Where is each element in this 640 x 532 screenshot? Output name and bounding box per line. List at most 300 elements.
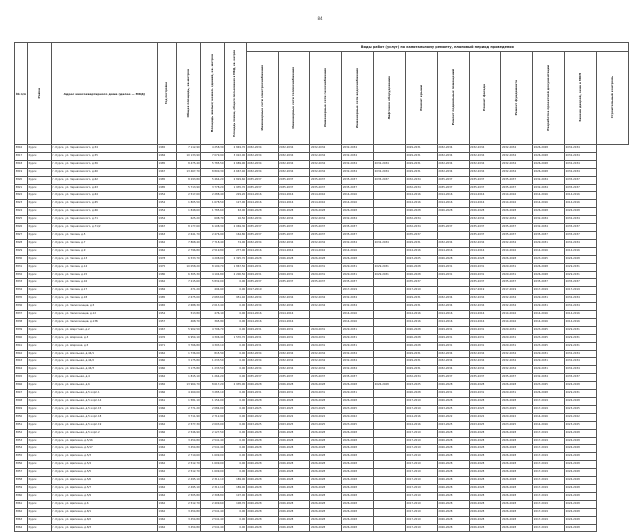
table-cell: 10 058,20 bbox=[177, 263, 201, 271]
table-cell: 2026-2028 bbox=[469, 429, 501, 437]
table-cell: 1 264,20 bbox=[201, 374, 225, 382]
table-cell: 2014-2016 bbox=[437, 200, 469, 208]
table-row bbox=[15, 271, 629, 279]
table-cell: г. Курск, ул. Чехова, д.5 bbox=[51, 231, 157, 239]
table-cell: 2029-2031 bbox=[374, 263, 406, 271]
table-cell: 3857 bbox=[15, 469, 28, 477]
table-cell: 3864 bbox=[15, 524, 28, 532]
table-cell: 2017-2019 bbox=[405, 437, 437, 445]
table-cell: 2026-2028 bbox=[565, 445, 597, 453]
table-cell: 4 104,80 bbox=[201, 271, 225, 279]
table-cell: г. Курск, ул. Чехова, д.14 bbox=[51, 263, 157, 271]
table-cell: г. Курск, ул. Черняховского, д.54 bbox=[51, 145, 157, 153]
table-cell: 2014-2016 bbox=[342, 247, 374, 255]
table-cell: 2035-2037 bbox=[342, 279, 374, 287]
table-cell: 2017-2019 bbox=[533, 469, 565, 477]
table-row bbox=[15, 303, 629, 311]
table-cell: 0,00 bbox=[225, 461, 247, 469]
table-cell: 3839 bbox=[15, 326, 28, 334]
table-cell: 2014-2016 bbox=[405, 311, 437, 319]
table-cell: 2014-2016 bbox=[437, 192, 469, 200]
table-cell: г. Курск, ул. Школьная, д.4 bbox=[51, 374, 157, 382]
table-cell: 8 190,70 bbox=[201, 263, 225, 271]
table-cell: 2032-2034 bbox=[278, 303, 310, 311]
table-cell: 2026-2028 bbox=[469, 382, 501, 390]
table-cell: 2032-2034 bbox=[565, 350, 597, 358]
table-cell: 2032-2034 bbox=[565, 239, 597, 247]
table-cell: 2035-2037 bbox=[246, 184, 278, 192]
table-cell: 2032-2034 bbox=[278, 160, 310, 168]
table-row bbox=[15, 398, 629, 406]
table-cell: Курск bbox=[27, 461, 51, 469]
table-cell: 74,00 bbox=[225, 239, 247, 247]
table-cell: 2026-2028 bbox=[469, 398, 501, 406]
table-cell: 2032-2034 bbox=[246, 358, 278, 366]
table-cell: 3863 bbox=[15, 516, 28, 524]
table-cell: г. Курск, ул. Щепкина, д.5/3 bbox=[51, 453, 157, 461]
table-cell: 2023-2025 bbox=[278, 405, 310, 413]
table-cell: 2035-2037 bbox=[437, 184, 469, 192]
table-cell: 2029-2031 bbox=[310, 263, 342, 271]
table-cell: 2014-2016 bbox=[533, 247, 565, 255]
table-cell: 2026-2028 bbox=[342, 382, 374, 390]
table-row bbox=[15, 145, 629, 153]
table-cell: 2026-2028 bbox=[565, 437, 597, 445]
table-row bbox=[15, 208, 629, 216]
table-cell bbox=[374, 461, 406, 469]
table-cell bbox=[374, 287, 406, 295]
table-cell: 63,00 bbox=[225, 208, 247, 216]
table-cell bbox=[374, 224, 406, 232]
table-cell: 2032-2034 bbox=[310, 216, 342, 224]
table-cell: 2014-2016 bbox=[469, 318, 501, 326]
table-cell: 1984 bbox=[157, 287, 176, 295]
table-cell: 2026-2028 bbox=[501, 524, 533, 532]
table-cell: Курск bbox=[27, 168, 51, 176]
table-cell: 2026-2028 bbox=[533, 263, 565, 271]
table-cell: 2032-2034 bbox=[469, 160, 501, 168]
table-cell: Курск bbox=[27, 445, 51, 453]
table-cell: г. Курск, ул. Школьная, д.44/1 bbox=[51, 350, 157, 358]
table-cell: 13 964,70 bbox=[177, 382, 201, 390]
table-cell: 1967 bbox=[157, 224, 176, 232]
table-cell: 6 954,10 bbox=[177, 334, 201, 342]
table-cell: 2026-2028 bbox=[501, 382, 533, 390]
table-cell: 2032-2034 bbox=[565, 160, 597, 168]
table-cell: Курск bbox=[27, 477, 51, 485]
table-cell: 2032-2034 bbox=[437, 239, 469, 247]
table-cell: 2026-2028 bbox=[501, 508, 533, 516]
table-cell: г. Курск, ул. Школьная, д.5 корп.15 bbox=[51, 405, 157, 413]
header-year: Год постройки bbox=[157, 43, 176, 145]
table-cell: 2 288,40 bbox=[201, 192, 225, 200]
table-cell: 3 454,80 bbox=[177, 445, 201, 453]
table-cell bbox=[437, 231, 469, 239]
table-cell bbox=[310, 311, 342, 319]
table-cell: 3 285,10 bbox=[201, 390, 225, 398]
table-cell: 2026-2028 bbox=[469, 437, 501, 445]
table-cell: 2014-2016 bbox=[310, 247, 342, 255]
table-cell: 2032-2034 bbox=[469, 239, 501, 247]
table-cell: 2029-2031 bbox=[278, 390, 310, 398]
table-cell: 2026-2028 bbox=[437, 208, 469, 216]
table-cell: 608,70 bbox=[201, 216, 225, 224]
table-cell: 1962 bbox=[157, 461, 176, 469]
table-cell: 6 108,30 bbox=[201, 224, 225, 232]
table-cell: 2026-2028 bbox=[533, 208, 565, 216]
table-cell: 3837 bbox=[15, 311, 28, 319]
table-cell: 2017-2019 bbox=[405, 516, 437, 524]
table-row bbox=[15, 279, 629, 287]
table-cell: 2014-2016 bbox=[246, 318, 278, 326]
table-cell: 2017-2019 bbox=[533, 437, 565, 445]
table-cell: Курск bbox=[27, 145, 51, 153]
table-cell: 2032-2034 bbox=[469, 350, 501, 358]
table-cell: 815,50 bbox=[201, 350, 225, 358]
table-cell: Курск bbox=[27, 469, 51, 477]
table-cell: 2032-2034 bbox=[469, 216, 501, 224]
table-cell: 2032-2034 bbox=[246, 350, 278, 358]
table-cell: 2026-2028 bbox=[342, 484, 374, 492]
table-cell: 2032-2034 bbox=[310, 303, 342, 311]
table-cell: 2023-2025 bbox=[533, 342, 565, 350]
table-cell: 2017-2019 bbox=[405, 524, 437, 532]
table-cell: 1962 bbox=[157, 508, 176, 516]
table-cell: 2 689,90 bbox=[225, 160, 247, 168]
table-cell: 2032-2034 bbox=[501, 358, 533, 366]
table-cell: 2026-2028 bbox=[342, 461, 374, 469]
table-cell: Курск bbox=[27, 429, 51, 437]
table-cell: 3853 bbox=[15, 437, 28, 445]
table-cell: 2032-2034 bbox=[469, 303, 501, 311]
table-cell: 2026-2028 bbox=[469, 484, 501, 492]
table-cell: 2017-2019 bbox=[405, 287, 437, 295]
table-cell: 2014-2016 bbox=[501, 200, 533, 208]
table-row bbox=[15, 374, 629, 382]
table-cell: 2026-2028 bbox=[246, 524, 278, 532]
table-cell: 2032-2034 bbox=[342, 152, 374, 160]
table-cell: 3846 bbox=[15, 382, 28, 390]
table-cell: 2026-2028 bbox=[501, 484, 533, 492]
table-cell: 2032-2034 bbox=[405, 184, 437, 192]
table-cell: 2017-2019 bbox=[405, 398, 437, 406]
table-cell: 2014-2016 bbox=[405, 318, 437, 326]
table-cell: 2026-2028 bbox=[310, 484, 342, 492]
table-cell: 3830 bbox=[15, 255, 28, 263]
table-cell: 0,00 bbox=[225, 405, 247, 413]
table-cell: 3840 bbox=[15, 334, 28, 342]
table-cell: 0,00 bbox=[225, 445, 247, 453]
table-cell: Курск bbox=[27, 271, 51, 279]
table-cell: 2029-2031 bbox=[565, 263, 597, 271]
table-cell: 2029-2031 bbox=[405, 168, 437, 176]
capital-repair-table bbox=[14, 42, 629, 532]
table-cell: г. Курск, ул. Щепкина, д.5/9 bbox=[51, 492, 157, 500]
table-cell: Курск bbox=[27, 508, 51, 516]
table-cell: 2032-2034 bbox=[342, 239, 374, 247]
table-cell: 2 003,00 bbox=[201, 421, 225, 429]
table-cell: 2020-2022 bbox=[565, 413, 597, 421]
table-cell: 2026-2028 bbox=[342, 516, 374, 524]
table-cell: 1 609,00 bbox=[201, 469, 225, 477]
table-cell: 7 868,40 bbox=[177, 239, 201, 247]
table-cell: 2035-2037 bbox=[310, 374, 342, 382]
table-cell: Курск bbox=[27, 413, 51, 421]
table-cell: 0,00 bbox=[225, 469, 247, 477]
table-cell: 2029-2031 bbox=[405, 350, 437, 358]
table-cell: 3824 bbox=[15, 208, 28, 216]
table-row bbox=[15, 160, 629, 168]
table-cell: Курск bbox=[27, 342, 51, 350]
table-cell: 2026-2028 bbox=[437, 437, 469, 445]
table-cell: г. Курск, ул. Черняховского, д.60 bbox=[51, 168, 157, 176]
table-cell: Курск bbox=[27, 247, 51, 255]
table-cell bbox=[374, 192, 406, 200]
table-row bbox=[15, 437, 629, 445]
table-row bbox=[15, 445, 629, 453]
table-cell: Курск bbox=[27, 287, 51, 295]
table-cell: 2014-2016 bbox=[278, 311, 310, 319]
table-cell: 2026-2028 bbox=[342, 477, 374, 485]
table-cell: 2032-2034 bbox=[565, 216, 597, 224]
table-cell: 2026-2028 bbox=[342, 524, 374, 532]
table-cell: 1960 bbox=[157, 358, 176, 366]
table-cell: 2032-2034 bbox=[278, 216, 310, 224]
table-cell: 2035-2037 bbox=[342, 374, 374, 382]
table-cell: 2032-2034 bbox=[310, 366, 342, 374]
table-cell bbox=[374, 516, 406, 524]
table-cell: г. Курск, ул. Щепкина, д.5/7 bbox=[51, 484, 157, 492]
table-cell: 2014-2016 bbox=[469, 247, 501, 255]
table-cell: г. Курск, ул. Чехова, д.13 bbox=[51, 255, 157, 263]
table-cell: 2029-2031 bbox=[246, 390, 278, 398]
table-cell: 2014-2016 bbox=[437, 311, 469, 319]
table-cell: 2017-2019 bbox=[405, 405, 437, 413]
table-cell: 2014-2016 bbox=[310, 200, 342, 208]
table-cell: 2032-2034 bbox=[501, 295, 533, 303]
table-cell: 2023-2025 bbox=[310, 421, 342, 429]
table-cell: 2035-2037 bbox=[278, 374, 310, 382]
table-cell: 2026-2028 bbox=[342, 208, 374, 216]
table-cell: 2020-2022 bbox=[246, 413, 278, 421]
table-cell: 2026-2028 bbox=[310, 255, 342, 263]
table-cell: 2032-2034 bbox=[246, 239, 278, 247]
table-cell: 2017-2019 bbox=[469, 287, 501, 295]
table-cell: 951,40 bbox=[225, 295, 247, 303]
table-cell: 0,00 bbox=[225, 453, 247, 461]
table-cell: г. Курск, ул. Школьная, д.44/3 bbox=[51, 366, 157, 374]
table-cell bbox=[374, 398, 406, 406]
table-cell: 2029-2031 bbox=[310, 390, 342, 398]
table-cell: 2026-2028 bbox=[278, 492, 310, 500]
table-cell: 1957 bbox=[157, 318, 176, 326]
table-row bbox=[15, 263, 629, 271]
table-cell: 3821 bbox=[15, 184, 28, 192]
table-cell: г. Курск, ул. Щепкина, д.8/3 bbox=[51, 524, 157, 532]
table-cell: 2029-2031 bbox=[501, 263, 533, 271]
table-cell: 2026-2028 bbox=[342, 398, 374, 406]
table-cell: г. Курск, ул. Черняховского, д.62 bbox=[51, 176, 157, 184]
table-cell: 2026-2028 bbox=[246, 477, 278, 485]
table-cell: 3843 bbox=[15, 358, 28, 366]
table-cell: 127,00 bbox=[225, 200, 247, 208]
table-cell bbox=[374, 453, 406, 461]
table-cell: 2032-2034 bbox=[310, 295, 342, 303]
table-cell bbox=[374, 247, 406, 255]
table-cell: 2014-2016 bbox=[501, 192, 533, 200]
table-cell: 2032-2034 bbox=[565, 168, 597, 176]
table-cell: 2026-2028 bbox=[565, 477, 597, 485]
table-cell: 2014-2016 bbox=[437, 247, 469, 255]
table-cell: 3861 bbox=[15, 500, 28, 508]
table-cell: г. Курск, ул. Щепкина, д.5/6 bbox=[51, 477, 157, 485]
table-cell: 2032-2034 bbox=[533, 176, 565, 184]
table-cell: 2026-2028 bbox=[501, 492, 533, 500]
table-cell: 2017-2019 bbox=[533, 461, 565, 469]
table-cell: Курск bbox=[27, 326, 51, 334]
table-cell: 2 577,30 bbox=[177, 421, 201, 429]
table-cell: 2026-2028 bbox=[310, 398, 342, 406]
table-row bbox=[15, 366, 629, 374]
table-cell: 2014-2016 bbox=[565, 311, 597, 319]
table-cell: 2026-2028 bbox=[310, 469, 342, 477]
table-cell: 2026-2028 bbox=[310, 208, 342, 216]
table-cell: 2029-2031 bbox=[405, 145, 437, 153]
table-cell bbox=[310, 287, 342, 295]
table-cell: Курск bbox=[27, 255, 51, 263]
table-cell: 2026-2028 bbox=[533, 152, 565, 160]
table-cell: 2017-2019 bbox=[533, 524, 565, 532]
table-cell: 2032-2034 bbox=[342, 350, 374, 358]
table-cell: 3836 bbox=[15, 303, 28, 311]
table-cell: 2029-2031 bbox=[342, 334, 374, 342]
table-cell: 2032-2034 bbox=[565, 366, 597, 374]
table-cell: 0,00 bbox=[225, 326, 247, 334]
table-cell: г. Курск, ул. Щепкина, д.8/2 bbox=[51, 516, 157, 524]
table-cell: 2017-2019 bbox=[533, 453, 565, 461]
table-cell: 3 175,80 bbox=[177, 366, 201, 374]
table-cell: 2026-2028 bbox=[565, 382, 597, 390]
table-cell: 2026-2028 bbox=[565, 500, 597, 508]
table-cell: 2 084,00 bbox=[201, 405, 225, 413]
table-cell: 8 177,60 bbox=[177, 224, 201, 232]
table-row bbox=[15, 287, 629, 295]
table-cell bbox=[374, 295, 406, 303]
table-cell: 2035-2037 bbox=[278, 224, 310, 232]
table-cell: 2035-2037 bbox=[342, 231, 374, 239]
table-cell: 2026-2028 bbox=[501, 398, 533, 406]
table-cell: 2026-2028 bbox=[405, 208, 437, 216]
table-cell: Курск bbox=[27, 405, 51, 413]
table-cell: 2026-2028 bbox=[501, 516, 533, 524]
table-cell: 2 541,40 bbox=[201, 516, 225, 524]
table-row bbox=[15, 184, 629, 192]
table-cell: 2 200,50 bbox=[225, 271, 247, 279]
table-row bbox=[15, 231, 629, 239]
table-cell: 1985 bbox=[157, 184, 176, 192]
table-cell: 5 785,50 bbox=[201, 160, 225, 168]
table-row bbox=[15, 152, 629, 160]
table-cell: 2023-2025 bbox=[278, 421, 310, 429]
table-cell: 2 517,60 bbox=[177, 192, 201, 200]
table-cell: г. Курск, ул. Чехова, д.17 bbox=[51, 287, 157, 295]
table-cell: 2035-2037 bbox=[246, 374, 278, 382]
table-cell: 2026-2028 bbox=[565, 429, 597, 437]
table-cell: 2026-2028 bbox=[246, 516, 278, 524]
table-cell: 3 778,20 bbox=[201, 184, 225, 192]
table-cell: Курск bbox=[27, 500, 51, 508]
table-cell: 2032-2034 bbox=[374, 160, 406, 168]
table-cell: 2032-2034 bbox=[565, 152, 597, 160]
table-cell: 2026-2028 bbox=[469, 500, 501, 508]
table-cell: 4 208,00 bbox=[201, 255, 225, 263]
table-cell: 1 609,00 bbox=[201, 461, 225, 469]
table-cell: 2035-2037 bbox=[501, 279, 533, 287]
table-cell: г. Курск, ул. Школьная, д.6 bbox=[51, 382, 157, 390]
table-cell: 2026-2028 bbox=[533, 145, 565, 153]
table-cell: 3848 bbox=[15, 398, 28, 406]
table-row bbox=[15, 469, 629, 477]
table-cell bbox=[374, 445, 406, 453]
table-cell: Курск bbox=[27, 398, 51, 406]
table-cell: 2026-2028 bbox=[405, 326, 437, 334]
table-cell: 2035-2037 bbox=[278, 279, 310, 287]
table-cell: 2026-2028 bbox=[437, 508, 469, 516]
table-cell: г. Курск, ул. Школьная, д.5 корп.18 bbox=[51, 413, 157, 421]
header-design: Разработка проектной документации bbox=[533, 52, 565, 145]
header-basement: Ремонт подвальных помещений bbox=[437, 52, 469, 145]
table-cell: 3825 bbox=[15, 216, 28, 224]
table-cell: 2035-2037 bbox=[246, 224, 278, 232]
table-cell: 2029-2031 bbox=[437, 326, 469, 334]
table-cell: 2023-2025 bbox=[565, 405, 597, 413]
table-cell: 2026-2028 bbox=[278, 255, 310, 263]
table-cell: 0,00 bbox=[225, 303, 247, 311]
table-row bbox=[15, 224, 629, 232]
table-cell: 2029-2031 bbox=[501, 342, 533, 350]
table-cell: Курск bbox=[27, 437, 51, 445]
table-cell: 2032-2034 bbox=[405, 374, 437, 382]
table-cell: 2026-2028 bbox=[278, 461, 310, 469]
table-cell: 2017-2019 bbox=[405, 508, 437, 516]
table-cell bbox=[374, 484, 406, 492]
table-cell: 1962 bbox=[157, 500, 176, 508]
table-row bbox=[15, 453, 629, 461]
table-cell: 2032-2034 bbox=[246, 168, 278, 176]
table-cell: 2032-2034 bbox=[246, 216, 278, 224]
table-cell: 2026-2028 bbox=[437, 429, 469, 437]
table-cell: 2029-2031 bbox=[342, 263, 374, 271]
table-cell: г. Курск, ул. Чехова, д.18 bbox=[51, 295, 157, 303]
table-row bbox=[15, 168, 629, 176]
table-cell: 3823 bbox=[15, 200, 28, 208]
table-cell: 1962 bbox=[157, 453, 176, 461]
table-cell: 2017-2019 bbox=[405, 492, 437, 500]
table-cell: 2014-2016 bbox=[533, 421, 565, 429]
table-cell: 2026-2028 bbox=[310, 382, 342, 390]
table-cell: 2026-2028 bbox=[437, 469, 469, 477]
table-cell: 2032-2034 bbox=[246, 152, 278, 160]
table-cell: 2017-2019 bbox=[533, 398, 565, 406]
table-cell: 2 541,40 bbox=[201, 437, 225, 445]
table-cell: 2026-2028 bbox=[437, 461, 469, 469]
table-row bbox=[15, 311, 629, 319]
table-cell: 3820 bbox=[15, 176, 28, 184]
table-cell: 1982 bbox=[157, 382, 176, 390]
table-cell: 2029-2031 bbox=[469, 271, 501, 279]
table-cell: 2032-2034 bbox=[501, 216, 533, 224]
table-cell: Курск bbox=[27, 358, 51, 366]
